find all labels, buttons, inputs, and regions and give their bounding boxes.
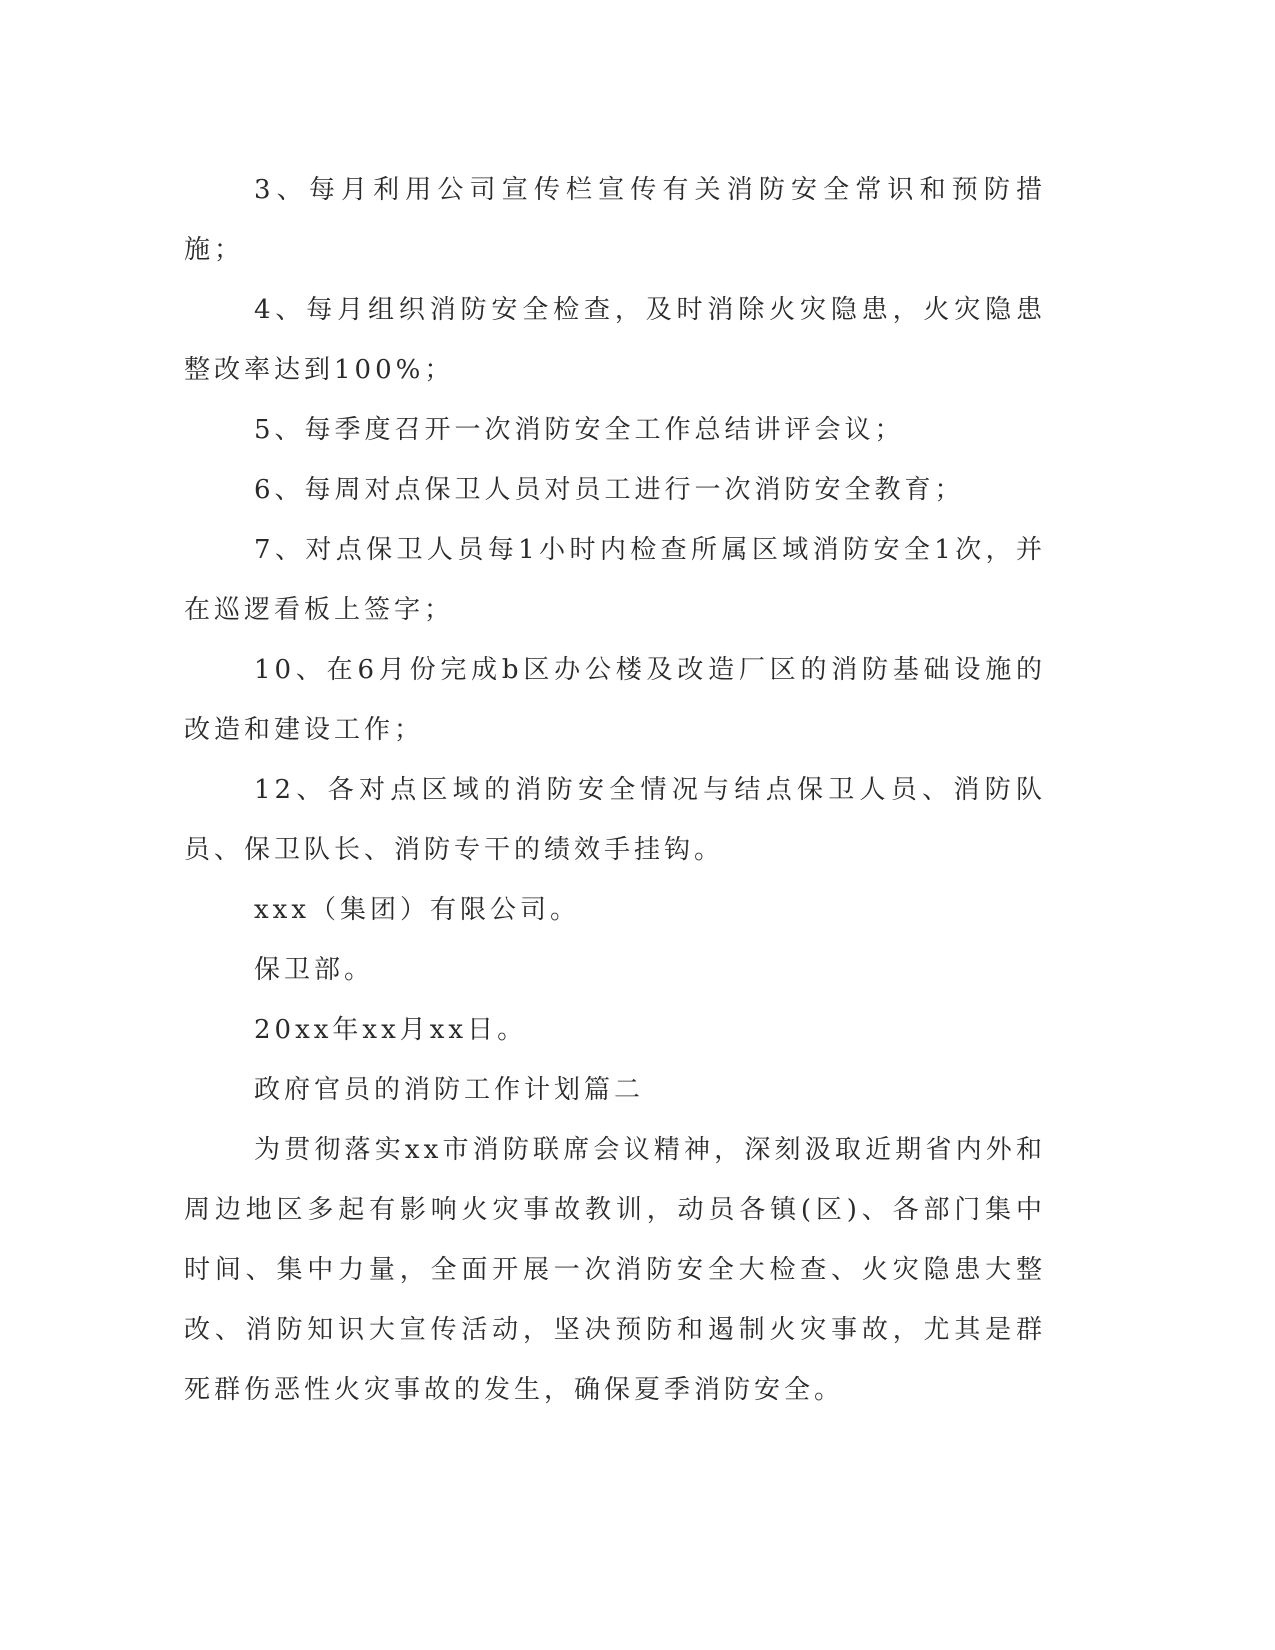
paragraph-item-6: 6、每周对点保卫人员对员工进行一次消防安全教育；	[254, 475, 965, 505]
paragraph-item-7: 7、对点保卫人员每1小时内检查所属区域消防安全1次，并在巡逻看板上签字；	[184, 535, 1046, 625]
document-date: 20xx年xx月xx日。	[254, 1015, 528, 1045]
paragraph-item-12: 12、各对点区域的消防安全情况与结点保卫人员、消防队员、保卫队长、消防专干的绩效手挂钩。	[184, 775, 1046, 865]
department-name: 保卫部。	[254, 955, 375, 985]
paragraph-item-3: 3、每月利用公司宣传栏宣传有关消防安全常识和预防措施；	[184, 175, 1046, 265]
paragraph-item-10: 10、在6月份完成b区办公楼及改造厂区的消防基础设施的改造和建设工作；	[184, 655, 1046, 745]
company-name: xxx（集团）有限公司。	[254, 895, 580, 925]
paragraph-item-4: 4、每月组织消防安全检查，及时消除火灾隐患，火灾隐患整改率达到100%；	[184, 295, 1046, 385]
document-body	[184, 160, 1046, 1420]
intro-paragraph: 为贯彻落实xx市消防联席会议精神，深刻汲取近期省内外和周边地区多起有影响火灾事故教训，动员各镇(区)、各部门集中时间、集中力量，全面开展一次消防安全大检查、火灾隐患大整改、消防知识大宣传活动，坚决预防和遏制火灾事故，尤其是群死群伤恶性火灾事故的发生，确保夏季消防安全。	[184, 1135, 1046, 1405]
section-heading: 政府官员的消防工作计划篇二	[254, 1075, 645, 1105]
paragraph-item-5: 5、每季度召开一次消防安全工作总结讲评会议；	[254, 415, 905, 445]
